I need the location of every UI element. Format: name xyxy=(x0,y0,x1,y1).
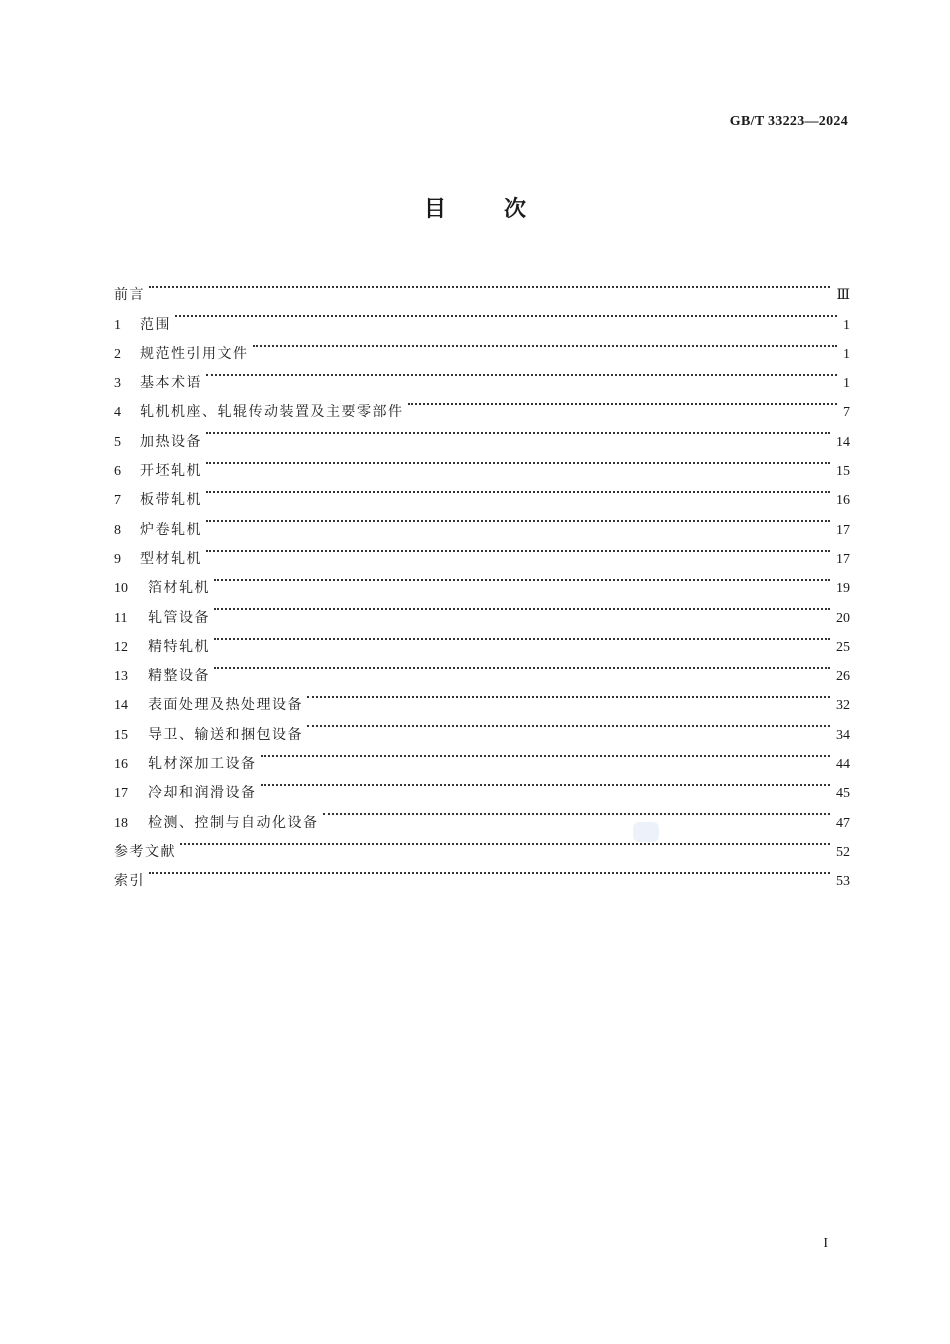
toc-entry-label: 范围 xyxy=(140,316,171,333)
toc-leader-dots xyxy=(206,504,830,533)
toc-entry-page: 44 xyxy=(836,757,850,773)
toc-leader-dots xyxy=(307,680,830,709)
toc-leader-dots xyxy=(149,856,830,885)
toc-entry-number: 18 xyxy=(114,815,128,831)
toc-leader-dots xyxy=(307,709,830,738)
toc-entry[interactable] xyxy=(114,534,850,567)
toc-entry-number: 17 xyxy=(114,786,128,802)
page-number: I xyxy=(823,1236,828,1251)
toc-entry-number: 10 xyxy=(114,581,128,597)
toc-leader-dots xyxy=(214,622,830,651)
standard-code: GB/T 33223—2024 xyxy=(729,114,848,129)
toc-entry-page: 15 xyxy=(836,464,850,480)
toc-entry-page: 1 xyxy=(843,317,850,333)
toc-entry-page: 17 xyxy=(836,522,850,538)
toc-entry[interactable] xyxy=(114,446,850,480)
toc-entry-label: 索引 xyxy=(114,873,145,890)
toc-entry[interactable] xyxy=(114,299,850,333)
watermark-logo xyxy=(633,822,659,842)
toc-entry[interactable] xyxy=(114,651,850,685)
toc-entry-label: 规范性引用文件 xyxy=(140,345,249,362)
toc-entry-page: 34 xyxy=(836,727,850,743)
toc-entry-page: 7 xyxy=(843,405,850,421)
toc-entry[interactable] xyxy=(114,622,850,655)
toc-entry-number: 6 xyxy=(114,464,121,480)
toc-entry[interactable] xyxy=(114,680,850,714)
toc-entry-number: 8 xyxy=(114,522,121,538)
toc-leader-dots xyxy=(261,768,831,797)
toc-entry-page: 1 xyxy=(843,346,850,362)
toc-leader-dots xyxy=(214,592,830,621)
toc-entry-label: 精整设备 xyxy=(148,668,210,685)
toc-entry-number: 7 xyxy=(114,493,121,509)
toc-leader-dots xyxy=(206,446,830,475)
toc-entry-label: 开坯轧机 xyxy=(140,463,202,480)
toc-entry-number: 15 xyxy=(114,727,128,743)
toc-entry-number: 11 xyxy=(114,610,128,626)
toc-leader-dots xyxy=(206,416,830,445)
toc-leader-dots xyxy=(323,797,831,826)
toc-leader-dots xyxy=(180,827,830,856)
toc-entry[interactable] xyxy=(114,504,850,538)
toc-entry-number: 4 xyxy=(114,405,121,421)
toc-entry-page: 16 xyxy=(836,493,850,509)
toc-entry[interactable] xyxy=(114,416,850,450)
toc-entry-label: 板带轧机 xyxy=(140,492,202,509)
toc-entry-label: 轧机机座、轧辊传动装置及主要零部件 xyxy=(140,404,404,421)
toc-entry-page: Ⅲ xyxy=(836,288,850,304)
toc-entry[interactable] xyxy=(114,358,850,392)
toc-entry-label: 表面处理及热处理设备 xyxy=(148,697,303,714)
toc-entry-page: 17 xyxy=(836,551,850,567)
toc-entry[interactable] xyxy=(114,387,850,421)
toc-entry-number: 14 xyxy=(114,698,128,714)
toc-leader-dots xyxy=(408,387,838,416)
toc-entry[interactable] xyxy=(114,270,850,304)
toc-entry-label: 炉卷轧机 xyxy=(140,521,202,538)
table-of-contents xyxy=(114,270,850,890)
toc-entry[interactable] xyxy=(114,329,850,362)
toc-leader-dots xyxy=(175,299,837,328)
toc-leader-dots xyxy=(253,329,838,358)
toc-leader-dots xyxy=(214,563,830,592)
toc-entry-number: 9 xyxy=(114,551,121,567)
toc-entry[interactable] xyxy=(114,563,850,597)
toc-entry-page: 45 xyxy=(836,786,850,802)
toc-entry-page: 32 xyxy=(836,698,850,714)
toc-entry[interactable] xyxy=(114,856,850,890)
toc-entry-page: 47 xyxy=(836,815,850,831)
toc-entry-page: 20 xyxy=(836,610,850,626)
page-title: 目次 xyxy=(423,197,584,222)
toc-entry-label: 箔材轧机 xyxy=(148,580,210,597)
toc-entry-label: 轧管设备 xyxy=(148,609,210,626)
toc-entry-number: 3 xyxy=(114,376,121,392)
toc-entry-number: 2 xyxy=(114,346,121,362)
toc-entry-number: 12 xyxy=(114,639,128,655)
toc-entry-page: 52 xyxy=(836,844,850,860)
toc-entry-page: 19 xyxy=(836,581,850,597)
toc-leader-dots xyxy=(206,534,830,563)
toc-entry-page: 53 xyxy=(836,874,850,890)
toc-leader-dots xyxy=(261,739,831,768)
toc-entry-label: 精特轧机 xyxy=(148,638,210,655)
toc-entry-label: 前言 xyxy=(114,287,145,304)
toc-entry[interactable] xyxy=(114,592,850,626)
toc-leader-dots xyxy=(149,270,830,299)
toc-entry[interactable] xyxy=(114,475,850,509)
toc-entry-page: 25 xyxy=(836,639,850,655)
toc-entry-number: 16 xyxy=(114,757,128,773)
toc-entry-label: 导卫、输送和捆包设备 xyxy=(148,726,303,743)
toc-entry[interactable] xyxy=(114,827,850,860)
toc-entry-label: 轧材深加工设备 xyxy=(148,756,257,773)
toc-entry-page: 14 xyxy=(836,434,850,450)
toc-leader-dots xyxy=(206,358,837,387)
toc-entry-number: 13 xyxy=(114,669,128,685)
toc-leader-dots xyxy=(214,651,830,680)
toc-leader-dots xyxy=(206,475,830,504)
toc-entry-label: 参考文献 xyxy=(114,843,176,860)
toc-entry-label: 基本术语 xyxy=(140,375,202,392)
toc-entry-page: 1 xyxy=(843,376,850,392)
toc-entry-label: 加热设备 xyxy=(140,433,202,450)
toc-entry-label: 型材轧机 xyxy=(140,550,202,567)
toc-entry-page: 26 xyxy=(836,669,850,685)
toc-entry-number: 5 xyxy=(114,434,121,450)
toc-entry-label: 检测、控制与自动化设备 xyxy=(148,814,319,831)
toc-entry-label: 冷却和润滑设备 xyxy=(148,785,257,802)
toc-entry-number: 1 xyxy=(114,317,121,333)
